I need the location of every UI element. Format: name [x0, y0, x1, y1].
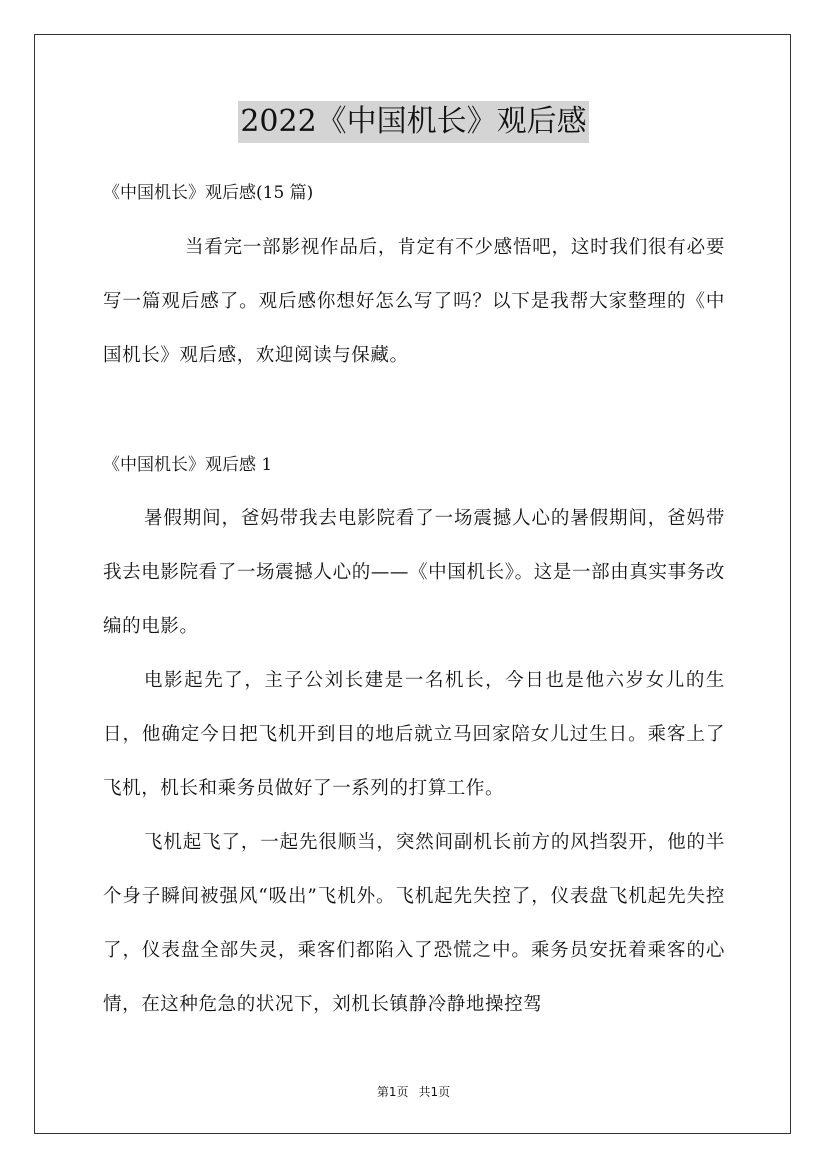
page-number: 第1页	[376, 1085, 409, 1099]
body-paragraph-2: 电影起先了，主子公刘长建是一名机长，今日也是他六岁女儿的生日，他确定今日把飞机开到目的地后就立马回家陪女儿过生日。乘客上了飞机，机长和乘务员做好了一系列的打算工作。	[103, 670, 725, 799]
document-title: 2022《中国机长》观后感	[238, 101, 588, 143]
page-footer	[0, 1083, 827, 1101]
section-heading: 《中国机长》观后感 1	[103, 455, 273, 475]
document-subtitle: 《中国机长》观后感(15 篇)	[103, 183, 314, 203]
document-title-container	[0, 101, 827, 143]
body-paragraph-1: 暑假期间，爸妈带我去电影院看了一场震撼人心的暑假期间，爸妈带我去电影院看了一场震撼人心的——《中国机长》。这是一部由真实事务改编的电影。	[103, 508, 725, 637]
page-total: 共1页	[418, 1085, 451, 1099]
intro-paragraph: 当看完一部影视作品后，肯定有不少感悟吧，这时我们很有必要写一篇观后感了。观后感你想好怎么写了吗？以下是我帮大家整理的《中国机长》观后感，欢迎阅读与保藏。	[103, 237, 725, 366]
body-paragraph-3: 飞机起飞了，一起先很顺当，突然间副机长前方的风挡裂开，他的半个身子瞬间被强风“吸出”飞机外。飞机起先失控了，仪表盘飞机起先失控了，仪表盘全部失灵，乘客们都陷入了恐慌之中。乘务员安抚着乘客的心情，在这种危急的状况下，刘机长镇静冷静地操控驾	[103, 832, 725, 1015]
